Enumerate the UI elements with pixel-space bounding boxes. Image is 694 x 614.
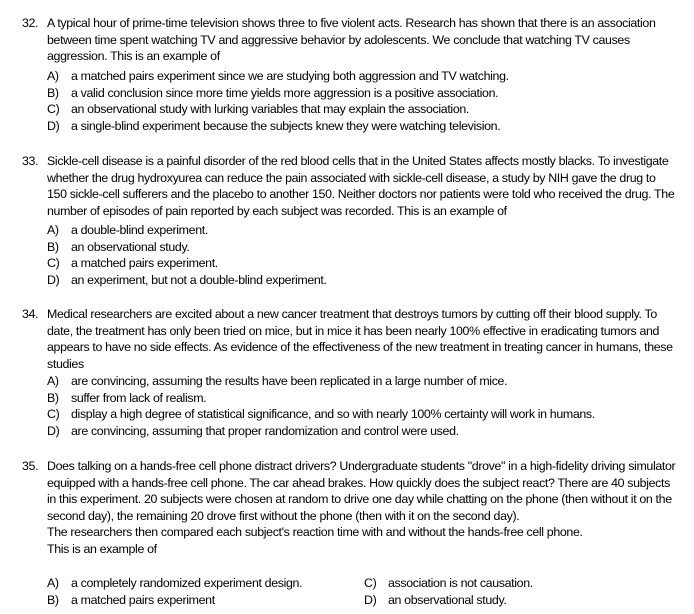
choice-text: an observational study. [71,239,190,254]
choice-letter: D) [364,592,377,607]
question-number: 34. [22,307,39,321]
choice-text: a matched pairs experiment [71,592,215,607]
choice-text: association is not causation. [388,576,533,590]
stem-text: Sickle-cell disease is a painful disorder of the red blood cells that in the United States affects mostly blacks. To investigate whether the drug hydroxyurea can reduce the pain associated with sickle-cell disease, a study by NIH gave the drug to 150 sickle-cell sufferers and the placebo to another 150. Neither doctors nor patients were told who received the drug. The number of episodes of pain reported by each subject was recorded. This is an example of [47,154,675,218]
choice-text: are convincing, assuming that proper randomization and control were used. [71,423,459,438]
choice-letter: D) [47,118,60,133]
choice-letter: C) [47,256,60,271]
choice-letter: A) [47,223,59,237]
choice-text: an observational study with lurking variables that may explain the association. [71,102,469,117]
choice-text: are convincing, assuming the results have been replicated in a large number of mice. [71,374,508,388]
question-number: 33. [22,154,39,168]
question-stem [47,306,677,372]
choice-letter: C) [47,102,60,117]
stem-text: Does talking on a hands-free cell phone distract drivers? Undergraduate students "drove" in a high-fidelity driving simulator equipped with a hands-free cell phone. The car ahead brakes. How quickly does the subject react? There are 40 subjects in this experiment. 20 subjects were chosen at random to drive one day while chatting on the phone (then without it on the second day), the remaining 20 drove first without the phone (then with it on the second day). [47,459,676,523]
choice-text: an experiment, but not a double-blind experiment. [71,272,327,287]
question-number: 35. [22,459,39,473]
choice-text: display a high degree of statistical significance, and so with nearly 100% certainty will work in humans. [71,407,595,422]
choice-letter: B) [47,592,59,607]
stem-text: Medical researchers are excited about a new cancer treatment that destroys tumors by cutting off their blood supply. To date, the treatment has only been tried on mice, but in mice it has been nearly 100% effective in eradicating tumors and appears to have no side effects. As evidence of the effectiveness of the new treatment in treating cancer in humans, these studies [47,307,673,371]
stem-text: A typical hour of prime-time television shows three to five violent acts. Research has shown that there is an association between time spent watching TV and aggressive behavior by adolescents. We conclude that watching TV causes aggression. This is an example of [47,16,656,64]
choice-text: a single-blind experiment because the subjects knew they were watching television. [71,118,501,133]
choice-text: a double-blind experiment. [71,223,208,237]
choice-letter: A) [47,69,59,83]
choice-text: a completely randomized experiment design. [71,576,303,590]
choice-text: a matched pairs experiment since we are studying both aggression and TV watching. [71,69,509,83]
choice-letter: C) [47,407,60,422]
choice-letter: D) [47,272,60,287]
choice-letter: B) [47,85,59,100]
choice-text: a matched pairs experiment. [71,256,218,271]
choice-text: suffer from lack of realism. [71,390,207,405]
choice-letter: A) [47,374,59,388]
question-stem [47,153,677,219]
choice-text: a valid conclusion since more time yields more aggression is a positive association. [71,85,499,100]
choice-letter: B) [47,239,59,254]
question-stem [47,15,677,65]
choice-letter: C) [364,576,377,590]
choice-letter: B) [47,390,59,405]
choice-letter: D) [47,423,60,438]
question-number: 32. [22,16,39,30]
answer-choices [47,575,687,609]
choice-letter: A) [47,576,59,590]
stem-text-3: This is an example of [47,541,157,556]
choice-text: an observational study. [388,592,507,607]
question-stem [47,458,677,558]
stem-text-2: The researchers then compared each subject's reaction time with and without the hands-free cell phone. [47,525,583,540]
